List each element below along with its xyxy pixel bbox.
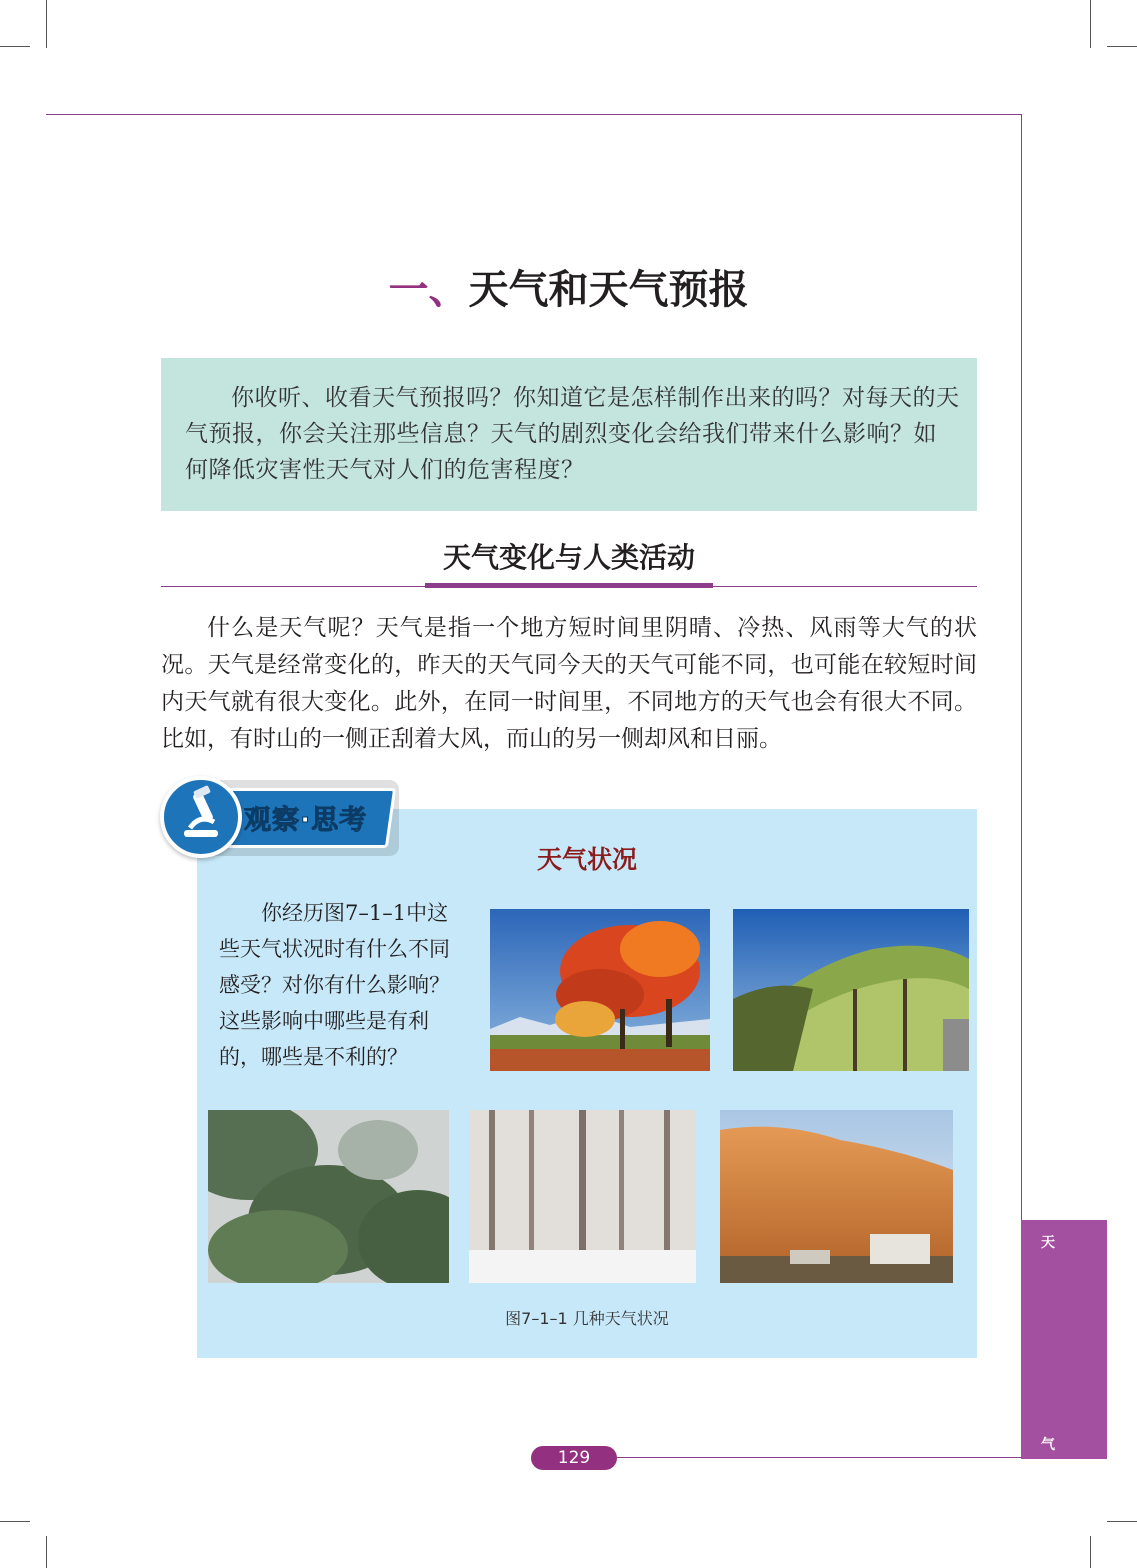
section-heading: 天气变化与人类活动 [442,541,695,574]
crop-mark [1090,0,1091,48]
photo-windy-trees [733,909,969,1071]
side-tab [1021,1220,1107,1459]
crop-mark [46,0,47,48]
badge-label: 观察·思考 [244,805,368,836]
page-frame-top [46,114,1022,115]
side-tab-top: 天 [1041,1235,1055,1251]
chapter-number: 一、 [388,266,469,313]
crop-mark [0,46,30,47]
side-tab-bottom: 气 [1041,1437,1055,1453]
crop-mark [1107,46,1137,47]
crop-mark [1107,1521,1137,1522]
photo-snowy-forest [469,1110,696,1283]
crop-mark [1090,1536,1091,1568]
figure-caption: 图7–1–1 几种天气状况 [505,1309,669,1328]
observe-title: 天气状况 [536,845,637,874]
chapter-title-text: 天气和天气预报 [468,266,749,313]
chapter-title [0,258,1137,315]
page-number-line [606,1457,1022,1458]
observe-question: 你经历图7–1–1中这些天气状况时有什么不同感受？对你有什么影响？这些影响中哪些是有利的，哪些是不利的？ [219,901,450,1069]
photo-autumn-tree [490,909,710,1071]
crop-mark [0,1521,30,1522]
section-underline-bar [425,583,713,588]
page-number: 129 [531,1446,617,1470]
intro-text: 你收听、收看天气预报吗？你知道它是怎样制作出来的吗？对每天的天气预报，你会关注那些信息？天气的剧烈变化会给我们带来什么影响？如何降低灾害性天气对人们的危害程度？ [185,385,960,483]
photo-rainy-forest [208,1110,449,1283]
section-body-text: 什么是天气呢？天气是指一个地方短时间里阴晴、冷热、风雨等大气的状况。天气是经常变化的，昨天的天气同今天的天气可能不同，也可能在较短时间内天气就有很大变化。此外，在同一时间里，不同地方的天气也会有很大不同。比如，有时山的一侧正刮着大风，而山的另一侧却风和日丽。 [161,615,977,752]
intro-box [161,358,977,511]
crop-mark [46,1536,47,1568]
photo-sandstorm [720,1110,953,1283]
